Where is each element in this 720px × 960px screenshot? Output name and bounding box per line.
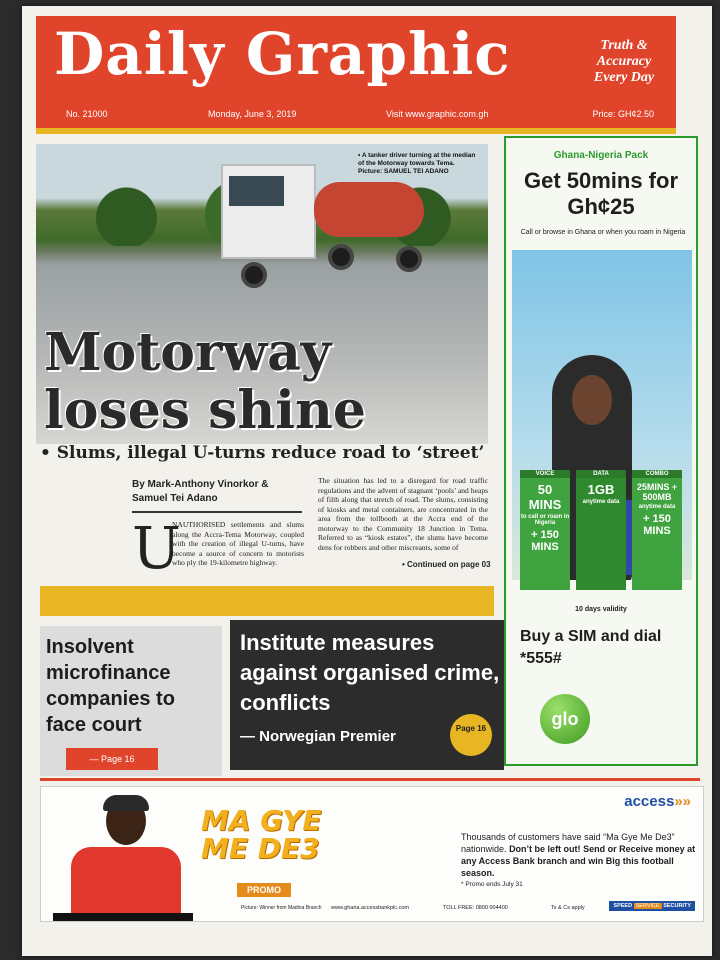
byline-author-2: Samuel Tei Adano — [132, 493, 218, 504]
tile-voice — [520, 470, 570, 590]
headline-line-1: Motorway — [44, 322, 332, 383]
tile-label: DATA — [576, 470, 626, 478]
article-column-2: The situation has led to a disregard for road traffic regulations and the advent of stagnant ‘pools’ and heaps of filth along that stretch of road. The slums, consisting of kiosks and metal containers, are concentrated in the area from the tollbooth at the Accra end of the motorway to the Community 18 Junction in Tema. Referred to as “kiosk estates”, the slums have become dens for robbers and other miscreants, some of — [318, 476, 488, 552]
ad-subtext: Call or browse in Ghana or when you roam in Nigeria — [520, 229, 686, 236]
man-figure — [71, 797, 181, 922]
masthead — [36, 16, 676, 128]
motto: Truth & Accuracy Every Day — [593, 38, 655, 85]
access-website[interactable]: www.ghana.accessbankplc.com — [331, 905, 409, 911]
wheel — [396, 246, 422, 272]
masthead-infobar — [36, 106, 676, 124]
picture-credit: Picture: Winner from Madina Branch — [241, 905, 322, 911]
tile-data — [576, 470, 626, 590]
issue-date: Monday, June 3, 2019 — [208, 109, 297, 119]
newspaper-page — [22, 6, 712, 956]
page-reference: — Page 16 — [66, 748, 158, 770]
access-logo — [624, 793, 691, 810]
tile-label: COMBO — [632, 470, 682, 478]
website-link[interactable]: Visit www.graphic.com.gh — [386, 109, 489, 119]
byline-author-1: By Mark-Anthony Vinorkor & — [132, 479, 269, 490]
sponsor-logos — [53, 913, 193, 922]
validity-text: 10 days validity — [575, 606, 627, 613]
subheadline: • Slums, illegal U-turns reduce road to ‘street’ — [40, 443, 485, 463]
price: Price: GH¢2.50 — [592, 109, 654, 119]
glo-logo-icon: glo — [540, 694, 590, 744]
ad-text-1: Thousands of customers have said “Ma Gye Me De3” nationwide. — [461, 832, 675, 854]
newspaper-title: Daily Graphic — [54, 20, 511, 88]
drop-cap: U — [132, 514, 181, 582]
tile-value: 1GB — [587, 482, 615, 497]
photo-caption: • A tanker driver turning at the median of the Motorway towards Tema. Picture: SAMUEL TEI ADANO — [358, 152, 476, 175]
page-reference-badge: Page 16 — [450, 714, 492, 756]
tile-note: anytime data — [638, 504, 676, 510]
tag-security: SECURITY — [663, 903, 691, 909]
byline — [132, 478, 302, 506]
ad-body-text — [461, 831, 701, 879]
terms-note: Ts & Cs apply — [551, 905, 585, 911]
tile-value: 25MINS + 500MB — [636, 482, 678, 502]
tag-speed: SPEED — [613, 903, 633, 909]
lead-photo — [36, 144, 488, 444]
ad-text-3: Send or Receive money at any Access Bank branch and — [461, 844, 696, 866]
teaser-title: Insolvent microfinance companies to face court — [46, 636, 175, 736]
wheel — [328, 244, 354, 270]
promo-end-note: * Promo ends July 31 — [461, 881, 523, 888]
headline-line-2: loses shine — [44, 380, 366, 441]
byline-rule — [132, 511, 302, 513]
teaser-microfinance[interactable] — [40, 626, 222, 776]
tile-bonus: + 150 MINS — [643, 513, 671, 537]
section-divider-bar — [40, 586, 494, 616]
promo-slogan: MA GYE ME DE3 — [201, 804, 322, 865]
chevron-icon: »» — [674, 793, 691, 810]
tile-label: VOICE — [520, 470, 570, 478]
teaser-subtitle: — Norwegian Premier — [240, 728, 396, 745]
masthead-divider — [36, 128, 676, 134]
ad-text-4: win Big this football season. — [461, 856, 674, 878]
access-bank-advertisement — [40, 786, 704, 922]
ad-text-2: Don’t be left out! — [509, 844, 581, 854]
brand-tags — [609, 901, 695, 911]
tag-service: SERVICE — [635, 903, 660, 909]
tile-note: anytime data — [582, 499, 620, 505]
tanker-tank — [314, 182, 424, 237]
promo-label: PROMO — [237, 883, 291, 897]
wheel — [241, 262, 267, 288]
tile-note: to call or roam in Nigeria — [520, 514, 570, 526]
continued-link[interactable]: • Continued on page 03 — [402, 560, 491, 569]
truck-cab — [221, 164, 316, 259]
teaser-organised-crime[interactable] — [230, 620, 504, 770]
tile-combo — [632, 470, 682, 590]
ad-pack-name: Ghana-Nigeria Pack — [553, 150, 649, 161]
ad-offer: Get 50mins for Gh¢25 — [523, 168, 679, 219]
ad-call-to-action: Buy a SIM and dial *555# — [520, 628, 662, 667]
lead-headline — [44, 324, 366, 440]
footer-rule — [40, 778, 700, 781]
teaser-title: Institute measures against organised crime, conflicts — [240, 630, 500, 715]
toll-free-number: TOLL FREE: 0800 004400 — [443, 905, 508, 911]
tile-bonus: + 150 MINS — [531, 529, 559, 553]
tile-value: 50 MINS — [528, 482, 562, 512]
issue-number: No. 21000 — [66, 109, 108, 119]
access-logo-text: access — [624, 793, 675, 810]
glo-advertisement — [504, 136, 698, 766]
article-column-1: NAUTHORISED settlements and slums along the Accra-Tema Motorway, coupled with the creation of illegal U-turns, have become a source of concern to motorists who ply the 19-kilometre highway. — [172, 520, 304, 567]
